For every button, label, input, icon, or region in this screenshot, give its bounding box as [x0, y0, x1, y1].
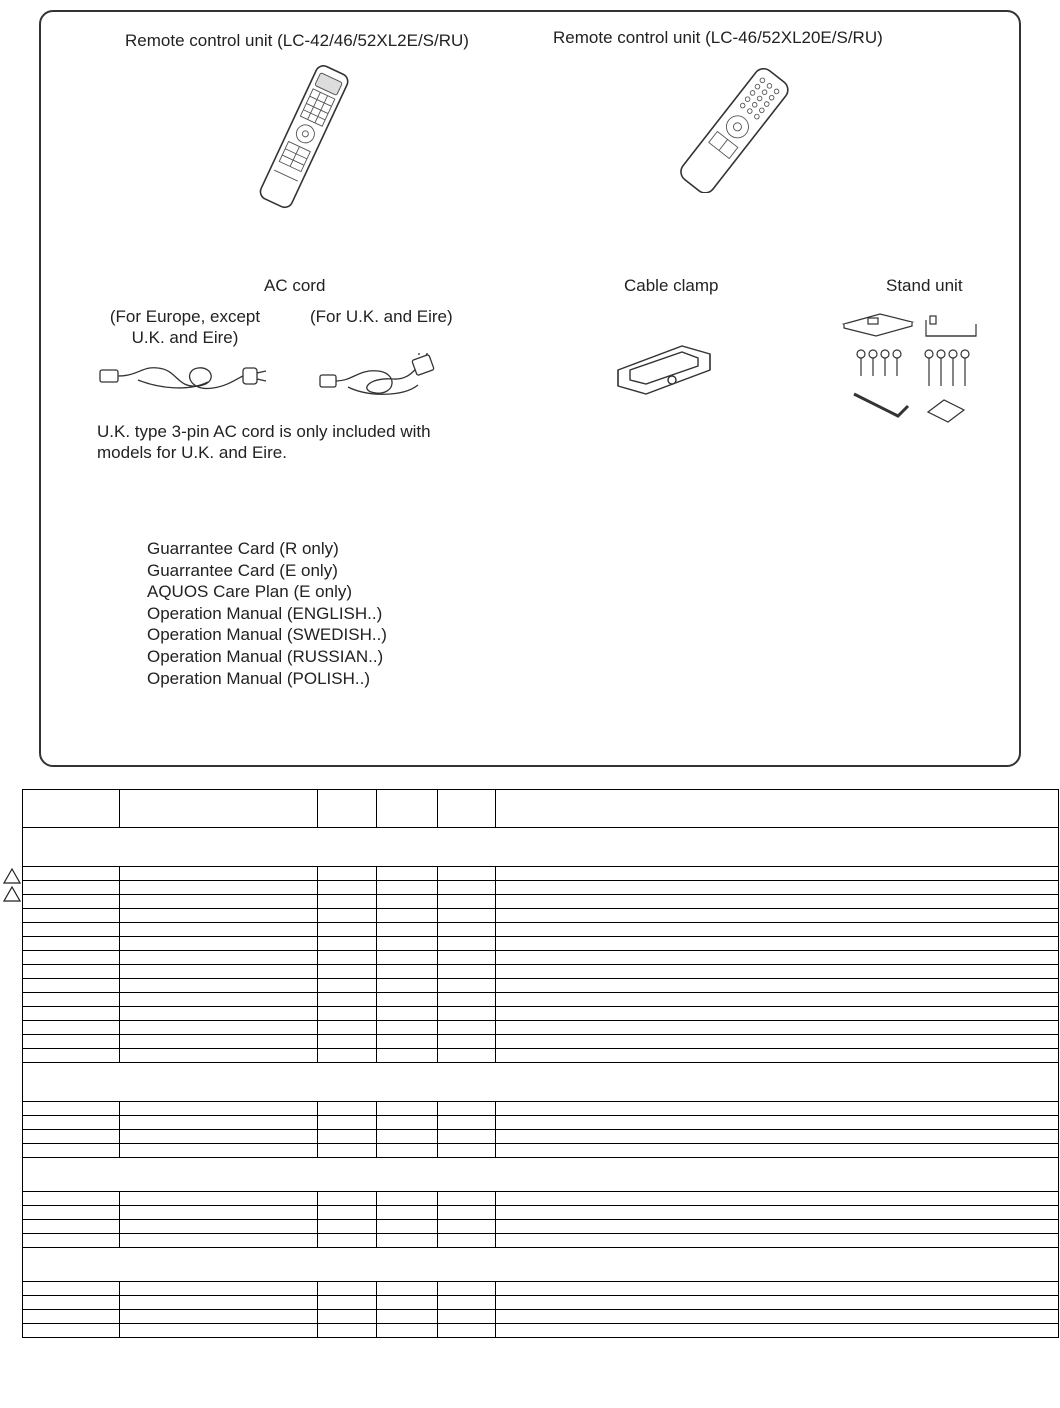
table-row	[23, 1324, 1059, 1338]
remote-control-icon	[670, 68, 800, 193]
stand-unit-label: Stand unit	[886, 276, 963, 295]
table-row	[23, 1116, 1059, 1130]
cable-clamp-label: Cable clamp	[624, 276, 719, 295]
remote-control-icon	[245, 62, 365, 212]
table-row	[23, 1102, 1059, 1116]
remote2-label: Remote control unit (LC-46/52XL20E/S/RU)	[553, 28, 883, 47]
table-row	[23, 1310, 1059, 1324]
table-header-row	[23, 790, 1059, 828]
table-section-row	[23, 1158, 1059, 1192]
table-row	[23, 1021, 1059, 1035]
ac-cord-note: U.K. type 3-pin AC cord is only included with models for U.K. and Eire.	[97, 422, 431, 462]
table-section-row	[23, 1248, 1059, 1282]
table-row	[23, 979, 1059, 993]
table-row	[23, 1192, 1059, 1206]
document-item: Operation Manual (POLISH..)	[147, 668, 370, 688]
eu-plug-cord-icon	[98, 358, 268, 398]
table-section-row	[23, 1063, 1059, 1102]
document-item: Operation Manual (ENGLISH..)	[147, 603, 383, 623]
table-section-row	[23, 828, 1059, 867]
table-row	[23, 1007, 1059, 1021]
table-row	[23, 937, 1059, 951]
table-row	[23, 951, 1059, 965]
document-item: Guarrantee Card (E only)	[147, 560, 338, 580]
table-row	[23, 1049, 1059, 1063]
ac-cord-title: AC cord	[264, 276, 326, 295]
warning-triangle-icon	[3, 868, 21, 884]
ac-cord-europe-label: (For Europe, except U.K. and Eire)	[109, 307, 261, 347]
stand-unit-kit-icon	[840, 310, 980, 432]
document-item: AQUOS Care Plan (E only)	[147, 582, 353, 602]
uk-plug-cord-icon	[318, 353, 438, 403]
warning-triangle-icon	[3, 886, 21, 902]
table-row	[23, 909, 1059, 923]
parts-table	[22, 789, 1059, 1338]
table-row	[23, 1144, 1059, 1158]
table-row	[23, 895, 1059, 909]
table-row	[23, 1130, 1059, 1144]
document-item: Guarrantee Card (R only)	[147, 539, 339, 558]
table-row	[23, 1035, 1059, 1049]
table-row	[23, 1296, 1059, 1310]
document-item: Operation Manual (RUSSIAN..)	[147, 646, 384, 666]
table-row	[23, 881, 1059, 895]
cable-clamp-icon	[610, 340, 720, 400]
table-row	[23, 1234, 1059, 1248]
table-row	[23, 923, 1059, 937]
table-row	[23, 993, 1059, 1007]
documents-list	[147, 538, 387, 689]
table-row	[23, 1220, 1059, 1234]
table-row	[23, 965, 1059, 979]
document-item: Operation Manual (SWEDISH..)	[147, 625, 387, 645]
remote1-label: Remote control unit (LC-42/46/52XL2E/S/RU)	[125, 31, 469, 50]
table-row	[23, 1282, 1059, 1296]
table-row	[23, 867, 1059, 881]
ac-cord-uk-label: (For U.K. and Eire)	[310, 307, 453, 326]
table-row	[23, 1206, 1059, 1220]
